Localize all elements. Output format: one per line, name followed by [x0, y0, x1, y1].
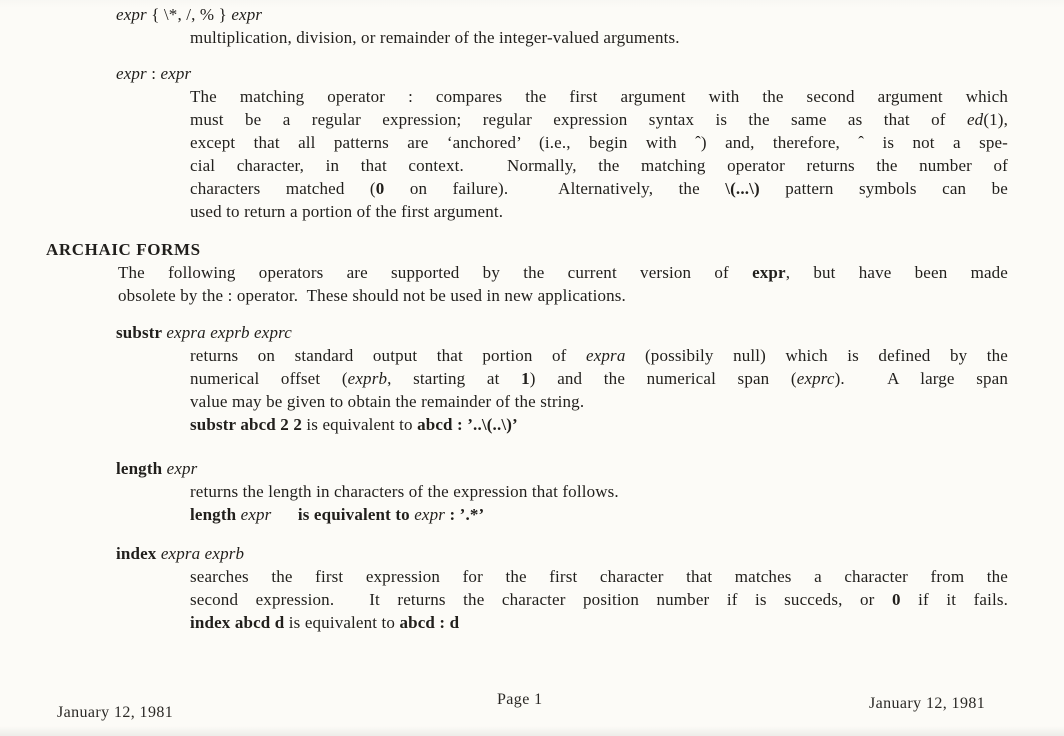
- text-segment: , starting at: [387, 369, 522, 388]
- text-segment: if it fails.: [900, 590, 1008, 609]
- text-line: [190, 480, 1008, 503]
- text-segment: is equivalent to: [302, 415, 418, 434]
- text-segment: abcd : d: [399, 613, 460, 632]
- text-segment: expr: [752, 263, 786, 282]
- text-segment: expr: [166, 459, 198, 478]
- text-segment: substr: [116, 323, 167, 342]
- matching-description: [190, 85, 1008, 223]
- index-description: [190, 565, 1008, 634]
- text-segment: 0: [375, 179, 385, 198]
- text-segment: obsolete by the : operator. These should not be used in new applications.: [118, 286, 626, 305]
- operator-heading-arithmetic: [116, 0, 1064, 26]
- section-heading-archaic-forms: ARCHAIC FORMS: [46, 240, 201, 259]
- text-segment: pattern symbols can be: [759, 179, 1008, 198]
- text-segment: searches the first expression for the first character that matches a character from the: [190, 567, 1008, 586]
- text-segment: abcd : ’..\(..\)’: [417, 415, 518, 434]
- text-line: [190, 177, 1008, 200]
- text-segment: exprc: [796, 369, 835, 388]
- text-segment: substr abcd 2 2: [190, 415, 302, 434]
- text-segment: index abcd d: [190, 613, 285, 632]
- footer-date-left: January 12, 1981: [57, 704, 174, 721]
- text-segment: on failure). Alternatively, the: [384, 179, 726, 198]
- text-segment: multiplication, division, or remainder of the integer-valued arguments.: [190, 28, 680, 47]
- text-line: [190, 565, 1008, 588]
- text-segment: , but have been made: [785, 263, 1008, 282]
- text-segment: characters matched (: [190, 179, 376, 198]
- footer-page-number: Page 1: [497, 691, 543, 708]
- text-line: [190, 154, 1008, 177]
- text-segment: expr: [240, 505, 272, 524]
- text-segment: expr: [160, 64, 192, 83]
- text-segment: ) and the numerical span (: [529, 369, 797, 388]
- length-description: [190, 480, 1008, 526]
- text-line: [190, 413, 1008, 436]
- text-segment: index: [116, 544, 161, 563]
- text-segment: 0: [891, 590, 901, 609]
- text-segment: expra: [586, 346, 626, 365]
- substr-description: [190, 344, 1008, 436]
- command-heading-substr: [116, 321, 1064, 344]
- text-segment: expra exprb exprc: [166, 323, 292, 342]
- text-segment: length: [190, 505, 241, 524]
- command-heading-index: [116, 542, 1064, 565]
- text-segment: ’.*’: [459, 505, 485, 524]
- text-segment: length: [116, 459, 167, 478]
- text-segment: is equivalent to: [297, 505, 415, 524]
- text-segment: :: [445, 505, 460, 524]
- arithmetic-description: [190, 26, 1008, 49]
- text-segment: value may be given to obtain the remainder of the string.: [190, 392, 585, 411]
- text-segment: (possibily null) which is defined by the: [625, 346, 1008, 365]
- footer-date-right: January 12, 1981: [869, 695, 986, 712]
- text-line: [118, 261, 1008, 284]
- text-segment: expr: [414, 505, 446, 524]
- text-line: [190, 85, 1008, 108]
- text-segment: expr: [116, 5, 147, 24]
- text-segment: is equivalent to: [284, 613, 400, 632]
- text-line: [190, 108, 1008, 131]
- command-heading-length: [116, 457, 1064, 480]
- text-segment: expra exprb: [160, 544, 245, 563]
- text-segment: expr: [231, 5, 263, 24]
- text-segment: The following operators are supported by the current version of: [118, 263, 753, 282]
- text-segment: ed: [966, 110, 984, 129]
- text-segment: The matching operator : compares the first argument with the second argument which: [190, 87, 1008, 106]
- text-segment: returns the length in characters of the expression that follows.: [190, 482, 619, 501]
- text-segment: \(...\): [725, 179, 760, 198]
- text-segment: [271, 505, 297, 524]
- text-segment: expr: [116, 64, 147, 83]
- text-line: [190, 26, 1008, 49]
- text-segment: returns on standard output that portion of: [190, 346, 587, 365]
- text-line: [190, 367, 1008, 390]
- text-segment: (1),: [983, 110, 1008, 129]
- text-segment: { \*, /, % }: [146, 5, 232, 24]
- text-line: [118, 284, 1008, 307]
- operator-heading-matching: [116, 62, 1064, 85]
- text-line: [190, 131, 1008, 154]
- text-segment: must be a regular expression; regular expression syntax is the same as that of: [190, 110, 967, 129]
- text-segment: exprb: [347, 369, 388, 388]
- text-segment: 1: [521, 369, 530, 388]
- text-line: [190, 611, 1008, 634]
- text-segment: :: [146, 64, 161, 83]
- text-line: [190, 344, 1008, 367]
- text-segment: ). A large span: [834, 369, 1009, 388]
- text-line: [190, 503, 1008, 526]
- text-line: [190, 588, 1008, 611]
- text-line: [190, 200, 1008, 223]
- text-segment: except that all patterns are ‘anchored’ (i.e., begin with ˆ) and, therefore, ˆ is not a spe-: [190, 133, 1008, 152]
- archaic-intro: [118, 261, 1008, 307]
- text-segment: numerical offset (: [190, 369, 348, 388]
- text-segment: cial character, in that context. Normally, the matching operator returns the number of: [190, 156, 1008, 175]
- text-segment: second expression. It returns the character position number if is succeds, or: [190, 590, 892, 609]
- text-segment: used to return a portion of the first argument.: [190, 202, 504, 221]
- text-line: [190, 390, 1008, 413]
